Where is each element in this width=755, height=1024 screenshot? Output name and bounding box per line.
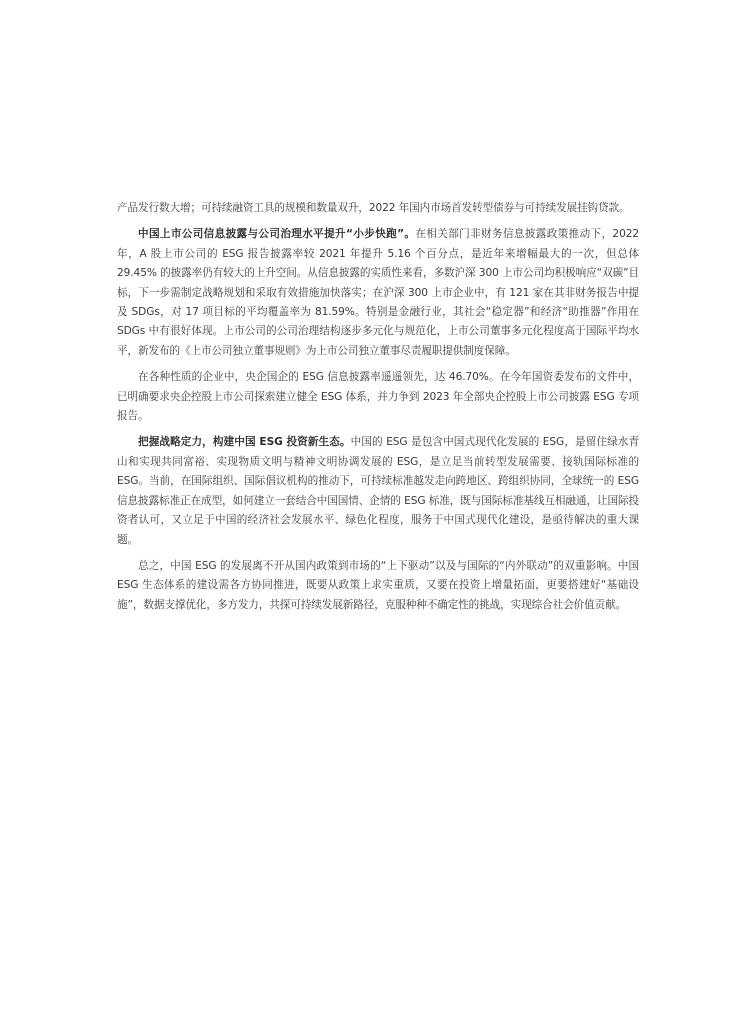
paragraph-soe-disclosure: [117, 368, 639, 426]
paragraph-text: 产品发行数大增；可持续融资工具的规模和数量双升，2022 年国内市场首发转型债券与可持续发展挂钩贷款。: [117, 202, 630, 214]
paragraph-text: 在各种性质的企业中，央企国企的 ESG 信息披露率遥遥领先，达 46.70%。在今年国资委发布的文件中，已明确要求央企控股上市公司探索建立健全 ESG 体系，并力争到 2023 年全部央企控股上市公司披露 ESG 专项报告。: [117, 371, 639, 423]
paragraph-text: 在相关部门非财务信息披露政策推动下，2022 年，A 股上市公司的 ESG 报告披露率较 2021 年提升 5.16 个百分点，是近年来增幅最大的一次，但总体 29.45% 的披露率仍有较大的上升空间。从信息披露的实质性来看，多数沪深 300 上市公司均积极响应“双碳”目标，下一步需制定战略规划和采取有效措施加快落实；在沪深 300 上市企业中，有 121 家在其非财务报告中提及 SDGs，对 17 项目标的平均覆盖率为 81.59%。特别是金融行业，其社会“稳定器”和经济“助推器”作用在 SDGs 中有很好体现。上市公司的公司治理结构逐步多元化与规范化，上市公司董事多元化程度高于国际平均水平，新发布的《上市公司独立董事规则》为上市公司独立董事尽责履职提供制度保障。: [117, 228, 639, 357]
paragraph-strategy: [117, 433, 639, 549]
paragraph-disclosure-governance: [117, 225, 639, 361]
paragraph-lead: 把握战略定力，构建中国 ESG 投资新生态。: [138, 436, 351, 449]
paragraph-text: 总之，中国 ESG 的发展离不开从国内政策到市场的“上下驱动”以及与国际的“内外联动”的双重影响。中国 ESG 生态体系的建设需各方协同推进，既要从政策上求实重质，又要在投资上增量拓面，更要搭建好“基础设施”，数据支撑优化，多方发力，共探可持续发展新路径，克服种种不确定性的挑战，实现综合社会价值贡献。: [117, 559, 639, 611]
paragraph-continuation: [117, 199, 639, 218]
paragraph-lead: 中国上市公司信息披露与公司治理水平提升“小步快跑”。: [138, 228, 416, 241]
body-text: [117, 199, 639, 622]
paragraph-conclusion: [117, 557, 639, 615]
paragraph-text: 中国的 ESG 是包含中国式现代化发展的 ESG，是留住绿水青山和实现共同富裕、实现物质文明与精神文明协调发展的 ESG，是立足当前转型发展需要、接轨国际标准的 ESG。当前，在国际组织、国际倡议机构的推动下，可持续标准越发走向跨地区、跨组织协同，全球统一的 ESG 信息披露标准正在成型，如何建立一套结合中国国情、企情的 ESG 标准，既与国际标准基线互相融通，让国际投资者认可，又立足于中国的经济社会发展水平、绿色化程度，服务于中国式现代化建设，是亟待解决的重大课题。: [117, 436, 639, 546]
